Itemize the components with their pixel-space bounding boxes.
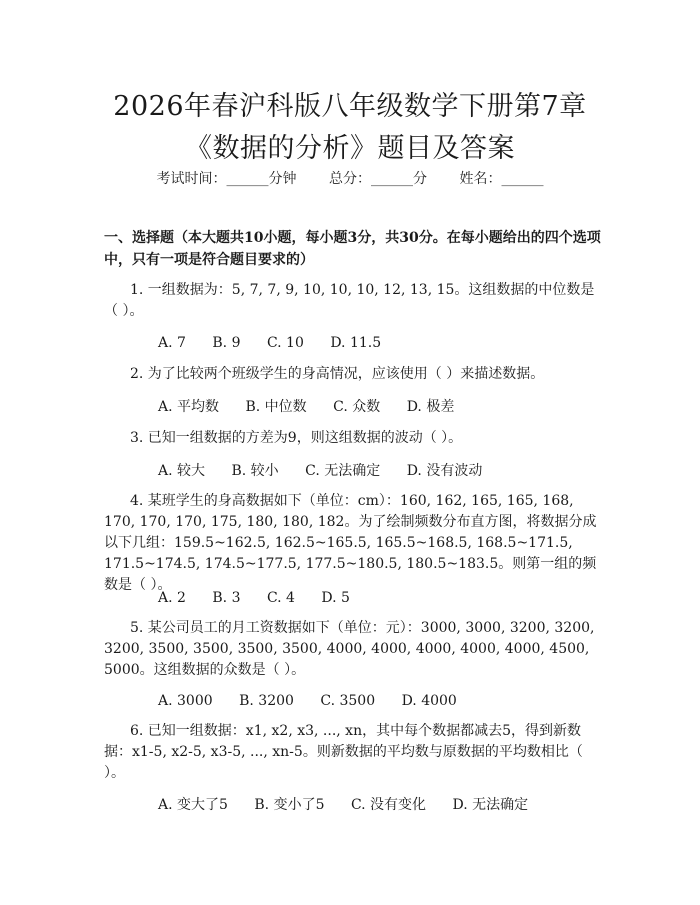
name-field: 姓名：______	[459, 171, 544, 187]
section-heading: 一、选择题（本大题共10小题，每小题3分，共30分。在每小题给出的四个选项中，只有一项是符合题目要求的）	[104, 230, 601, 268]
option-a: A. 平均数	[158, 399, 220, 415]
option-c: C. 没有变化	[350, 797, 427, 813]
option-c: C. 无法确定	[305, 463, 381, 479]
question-3: 3. 已知一组数据的方差为9，则这组数据的波动（ ）。	[130, 430, 463, 446]
question-2-options	[158, 397, 476, 417]
option-c: C. 4	[266, 590, 295, 606]
document-title: 2026年春沪科版八年级数学下册第7章《数据的分析》题目及答案	[113, 91, 587, 164]
option-c: C. 10	[266, 335, 304, 351]
option-b: B. 中位数	[245, 399, 307, 415]
total-score-field: 总分：______分	[329, 171, 427, 187]
option-b: B. 9	[212, 335, 241, 351]
option-d: D. 无法确定	[452, 797, 529, 813]
question-1-options	[158, 333, 403, 353]
question-2: 2. 为了比较两个班级学生的身高情况，应该使用（ ）来描述数据。	[130, 366, 545, 382]
option-b: B. 3200	[239, 693, 294, 709]
option-a: A. 7	[158, 335, 186, 351]
question-4-options	[158, 588, 372, 608]
question-5: 5. 某公司员工的月工资数据如下（单位：元）：3000, 3000, 3200, 3200, 3200, 3500, 3500, 3500, 3500, 4000, 4000, 4000, 4000, 4000, 4500, 5000。这组数据的众数是（ ）。	[104, 620, 595, 678]
option-b: B. 变小了5	[254, 797, 325, 813]
option-a: A. 较大	[158, 463, 206, 479]
option-d: D. 极差	[406, 399, 455, 415]
exam-time-field: 考试时间：______分钟	[156, 171, 297, 187]
option-a: A. 3000	[158, 693, 213, 709]
option-a: A. 2	[158, 590, 186, 606]
option-b: B. 较小	[231, 463, 279, 479]
exam-info-line	[0, 168, 700, 188]
question-1: 1. 一组数据为：5, 7, 7, 9, 10, 10, 10, 12, 13, 15。这组数据的中位数是（ ）。	[104, 282, 595, 319]
question-4: 4. 某班学生的身高数据如下（单位：cm）：160, 162, 165, 165, 168, 170, 170, 170, 175, 180, 180, 182。为了绘制频数分布直方图，将数据分成以下几组：159.5~162.5, 162.5~165.5, 165.5~168.5, 168.5~171.5, 171.5~174.5, 174.5~177.5, 177.5~180.5, 180.5~183.5。则第一组的频数是（ ）。	[104, 493, 597, 593]
option-d: D. 没有波动	[406, 463, 483, 479]
question-5-options	[158, 691, 479, 711]
option-a: A. 变大了5	[158, 797, 228, 813]
option-c: C. 3500	[320, 693, 376, 709]
question-3-options	[158, 461, 504, 481]
question-6: 6. 已知一组数据：x1, x2, x3, ..., xn，其中每个数据都减去5，得到新数据：x1-5, x2-5, x3-5, ..., xn-5。则新数据的平均数与原数据的平均数相比（ ）。	[104, 723, 583, 781]
option-d: D. 5	[321, 590, 350, 606]
option-d: D. 11.5	[330, 335, 382, 351]
option-d: D. 4000	[401, 693, 457, 709]
option-b: B. 3	[212, 590, 241, 606]
option-c: C. 众数	[333, 399, 381, 415]
question-6-options	[158, 795, 550, 815]
